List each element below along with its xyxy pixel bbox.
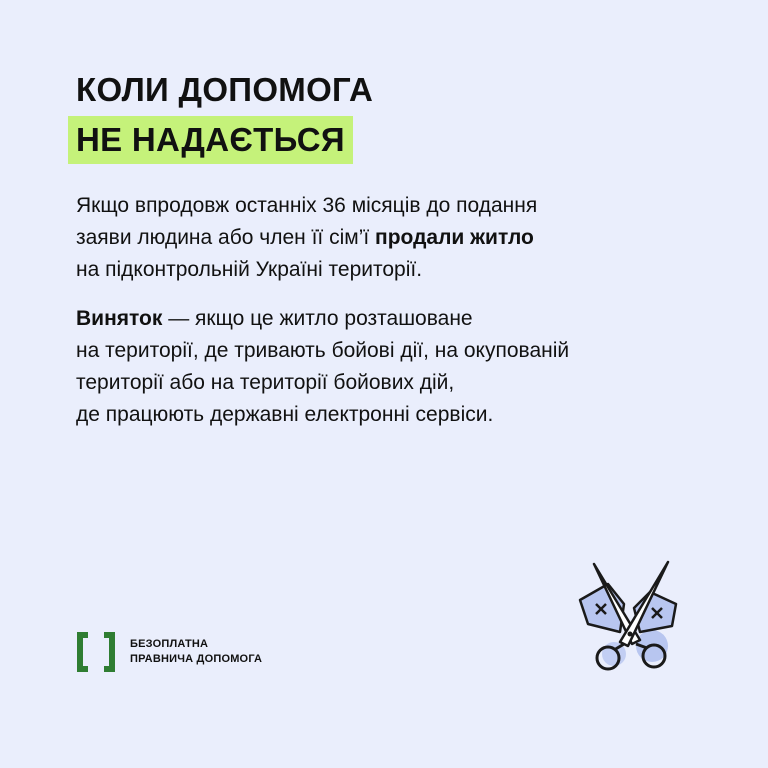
exception-line-2: на території, де тривають бойові дії, на окупованій: [76, 339, 570, 362]
logo-line-1: БЕЗОПЛАТНА: [130, 638, 209, 650]
condition-line-3: на підконтрольній Україні території.: [76, 258, 423, 281]
condition-line-2: [76, 222, 716, 254]
heading-line-1: КОЛИ ДОПОМОГА: [76, 71, 374, 108]
heading: [68, 66, 381, 164]
scissors-cutting-house-icon: [568, 552, 698, 682]
exception-line-4: де працюють державні електронні сервіси.: [76, 403, 494, 426]
exception-paragraph: [76, 303, 716, 431]
logo: [76, 632, 262, 672]
heading-line-2-highlighted: НЕ НАДАЄТЬСЯ: [68, 116, 353, 164]
exception-line-1: [76, 303, 716, 335]
logo-line-2: ПРАВНИЧА ДОПОМОГА: [130, 653, 263, 665]
exception-line-1-text: — якщо це житло розташоване: [162, 307, 473, 330]
condition-paragraph: [76, 190, 716, 286]
logo-text: [130, 637, 262, 667]
exception-line-3: території або на території бойових дій,: [76, 371, 455, 394]
condition-bold-text: продали житло: [375, 226, 534, 249]
bracket-logo-icon: [76, 632, 116, 672]
condition-line-1: Якщо впродовж останніх 36 місяців до подання: [76, 194, 538, 217]
condition-line-2-text: заяви людина або член її сім’ї: [76, 226, 376, 249]
exception-bold-label: Виняток: [76, 307, 163, 330]
